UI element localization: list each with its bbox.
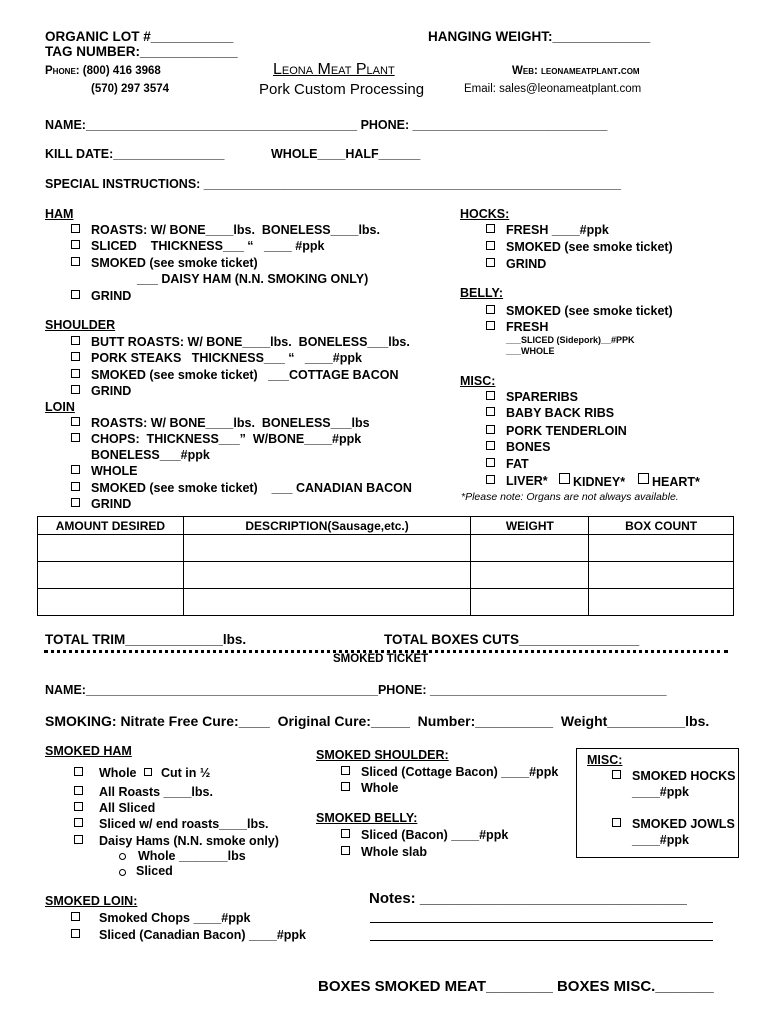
table-row[interactable] — [38, 589, 734, 616]
ham-roasts-label: ROASTS: W/ BONE____lbs. BONELESS____lbs. — [91, 223, 380, 237]
smoked-ham-heading: SMOKED HAM — [45, 744, 132, 758]
hocks-fresh-checkbox[interactable] — [486, 224, 495, 233]
shoulder-heading: SHOULDER — [45, 318, 116, 332]
smoked-canadian-bacon-label: Sliced (Canadian Bacon) ____#ppk — [99, 928, 307, 942]
misc-heading: MISC: — [460, 374, 496, 388]
smoked-chops-checkbox[interactable] — [71, 912, 80, 921]
notes-line[interactable] — [370, 922, 713, 923]
tag-number-field[interactable]: TAG NUMBER:_____________ — [45, 44, 238, 59]
misc-tenderloin-label: PORK TENDERLOIN — [506, 424, 627, 438]
misc-bones-checkbox[interactable] — [486, 441, 495, 450]
name-phone-field[interactable]: NAME:_______________________________________ PHONE: ____________________________ — [45, 118, 608, 132]
smoked-hocks-ppk[interactable]: ____#ppk — [632, 785, 689, 799]
shoulder-steaks-checkbox[interactable] — [71, 352, 80, 361]
misc-liver-label: LIVER* — [506, 474, 548, 488]
phone-secondary: (570) 297 3574 — [91, 83, 170, 95]
shoulder-butt-roasts-label: BUTT ROASTS: W/ BONE____lbs. BONELESS___lbs. — [91, 335, 410, 349]
daisy-whole-label[interactable]: Whole _______lbs — [138, 849, 246, 863]
smoked-misc-heading: MISC: — [587, 753, 623, 767]
belly-fresh-checkbox[interactable] — [486, 321, 495, 330]
smoked-ham-cut-half-checkbox[interactable] — [144, 768, 152, 776]
organic-lot-field[interactable]: ORGANIC LOT #___________ — [45, 29, 234, 44]
website: Web: leonameatplant.com — [512, 65, 640, 77]
belly-fresh-label: FRESH — [506, 320, 549, 334]
daisy-ham-label[interactable]: ___ DAISY HAM (N.N. SMOKING ONLY) — [137, 272, 369, 286]
loin-heading: LOIN — [45, 400, 75, 414]
shoulder-smoked-label: SMOKED (see smoke ticket) ___COTTAGE BACON — [91, 368, 399, 382]
loin-roasts-checkbox[interactable] — [71, 417, 80, 426]
loin-roasts-label: ROASTS: W/ BONE____lbs. BONELESS___lbs — [91, 416, 370, 430]
misc-fat-label: FAT — [506, 457, 529, 471]
table-cell[interactable] — [38, 562, 184, 589]
smoked-ham-all-roasts-label: All Roasts ____lbs. — [99, 785, 213, 799]
shoulder-grind-label: GRIND — [91, 384, 132, 398]
smoked-ham-daisy-label: Daisy Hams (N.N. smoke only) — [99, 834, 279, 848]
total-trim-field[interactable]: TOTAL TRIM_____________lbs. — [45, 632, 247, 647]
smoking-options-field[interactable]: SMOKING: Nitrate Free Cure:____ Original Cure:_____ Number:__________ Weight__________lbs. — [45, 713, 710, 729]
ham-sliced-checkbox[interactable] — [71, 240, 80, 249]
smoked-ham-end-roasts-label: Sliced w/ end roasts____lbs. — [99, 817, 269, 831]
hocks-smoked-checkbox[interactable] — [486, 241, 495, 250]
shoulder-butt-roasts-checkbox[interactable] — [71, 336, 80, 345]
belly-heading: BELLY: — [460, 286, 504, 300]
smoked-ham-end-roasts-checkbox[interactable] — [74, 818, 83, 827]
loin-whole-checkbox[interactable] — [71, 465, 80, 474]
misc-fat-checkbox[interactable] — [486, 458, 495, 467]
kill-date-field[interactable]: KILL DATE:________________ — [45, 147, 225, 161]
table-cell[interactable] — [183, 589, 471, 616]
smoked-jowls-ppk[interactable]: ____#ppk — [632, 833, 689, 847]
ham-sliced-label: SLICED THICKNESS___ “ ____ #ppk — [91, 239, 325, 253]
smoked-hocks-checkbox[interactable] — [612, 770, 621, 779]
organs-note: *Please note: Organs are not always available. — [461, 491, 679, 503]
loin-boneless-label[interactable]: BONELESS___#ppk — [91, 448, 210, 462]
table-row[interactable] — [38, 535, 734, 562]
misc-spareribs-checkbox[interactable] — [486, 391, 495, 400]
loin-whole-label: WHOLE — [91, 464, 138, 478]
smoked-belly-sliced-label: Sliced (Bacon) ____#ppk — [361, 828, 509, 842]
col-description: DESCRIPTION(Sausage,etc.) — [183, 517, 471, 535]
table-cell[interactable] — [471, 562, 589, 589]
hocks-smoked-label: SMOKED (see smoke ticket) — [506, 240, 673, 254]
smoked-ticket-title: SMOKED TICKET — [333, 653, 429, 665]
belly-sliced-option[interactable]: ___SLICED (Sidepork)__#PPK — [506, 335, 635, 345]
col-box-count: BOX COUNT — [589, 517, 734, 535]
table-cell[interactable] — [589, 562, 734, 589]
loin-grind-checkbox[interactable] — [71, 498, 80, 507]
smoked-hocks-label: SMOKED HOCKS — [632, 769, 736, 783]
plant-subtitle: Pork Custom Processing — [259, 81, 425, 98]
email: Email: sales@leonameatplant.com — [464, 83, 642, 95]
hocks-fresh-label: FRESH ____#ppk — [506, 223, 609, 237]
loin-grind-label: GRIND — [91, 497, 132, 511]
hanging-weight-field[interactable]: HANGING WEIGHT:_____________ — [428, 29, 651, 44]
smoked-shoulder-sliced-checkbox[interactable] — [341, 766, 350, 775]
misc-liver-checkbox[interactable] — [486, 475, 495, 484]
table-row[interactable] — [38, 562, 734, 589]
shoulder-smoked-checkbox[interactable] — [71, 369, 80, 378]
hocks-heading: HOCKS: — [460, 207, 510, 221]
smoked-shoulder-whole-label: Whole — [361, 781, 399, 795]
special-instructions-field[interactable]: SPECIAL INSTRUCTIONS: ____________________________________________________________ — [45, 177, 621, 191]
smoked-ham-all-roasts-checkbox[interactable] — [74, 786, 83, 795]
smoked-loin-heading: SMOKED LOIN: — [45, 894, 138, 908]
belly-smoked-label: SMOKED (see smoke ticket) — [506, 304, 673, 318]
misc-babyback-checkbox[interactable] — [486, 407, 495, 416]
ham-roasts-checkbox[interactable] — [71, 224, 80, 233]
bullet-icon — [119, 853, 126, 860]
belly-smoked-checkbox[interactable] — [486, 305, 495, 314]
ham-smoked-checkbox[interactable] — [71, 257, 80, 266]
loin-smoked-label: SMOKED (see smoke ticket) ___ CANADIAN BACON — [91, 481, 412, 495]
ham-heading: HAM — [45, 207, 74, 221]
smoked-ham-all-sliced-checkbox[interactable] — [74, 802, 83, 811]
misc-tenderloin-checkbox[interactable] — [486, 425, 495, 434]
col-amount-desired: AMOUNT DESIRED — [38, 517, 184, 535]
smoked-belly-whole-label: Whole slab — [361, 845, 427, 859]
table-cell[interactable] — [183, 535, 471, 562]
smoked-jowls-checkbox[interactable] — [612, 818, 621, 827]
smoked-chops-label: Smoked Chops ____#ppk — [99, 911, 251, 925]
smoked-shoulder-heading: SMOKED SHOULDER: — [316, 748, 449, 762]
plant-name: Leona Meat Plant — [273, 61, 395, 78]
misc-bones-label: BONES — [506, 440, 551, 454]
smoked-shoulder-sliced-label: Sliced (Cottage Bacon) ____#ppk — [361, 765, 559, 779]
smoked-ham-daisy-checkbox[interactable] — [74, 835, 83, 844]
table-cell[interactable] — [471, 535, 589, 562]
table-cell[interactable] — [183, 562, 471, 589]
smoked-ham-all-sliced-label: All Sliced — [99, 801, 156, 815]
whole-half-field[interactable]: WHOLE____HALF______ — [271, 147, 421, 161]
boxes-totals-field[interactable]: BOXES SMOKED MEAT________ BOXES MISC._______ — [318, 978, 714, 995]
loin-chops-checkbox[interactable] — [71, 433, 80, 442]
hocks-grind-label: GRIND — [506, 257, 547, 271]
smoked-canadian-bacon-checkbox[interactable] — [71, 929, 80, 938]
smoked-name-phone-field[interactable]: NAME:__________________________________________PHONE: __________________________________ — [45, 683, 667, 697]
notes-field[interactable]: Notes: ________________________________ — [369, 890, 687, 907]
smoked-ham-cut-half-label: Cut in ½ — [161, 766, 211, 780]
misc-kidney-label: KIDNEY* — [573, 475, 626, 489]
smoked-belly-sliced-checkbox[interactable] — [341, 829, 350, 838]
misc-heart-label: HEART* — [652, 475, 700, 489]
ham-grind-label: GRIND — [91, 289, 132, 303]
ham-grind-checkbox[interactable] — [71, 290, 80, 299]
table-cell[interactable] — [471, 589, 589, 616]
ham-smoked-label: SMOKED (see smoke ticket) — [91, 256, 258, 270]
smoked-ham-whole-label: Whole — [99, 766, 137, 780]
table-cell[interactable] — [38, 589, 184, 616]
notes-line[interactable] — [370, 940, 713, 941]
table-cell[interactable] — [589, 589, 734, 616]
misc-heart-checkbox[interactable] — [638, 473, 649, 484]
smoked-jowls-label: SMOKED JOWLS — [632, 817, 735, 831]
daisy-sliced-label[interactable]: Sliced — [136, 864, 173, 878]
loin-smoked-checkbox[interactable] — [71, 482, 80, 491]
hocks-grind-checkbox[interactable] — [486, 258, 495, 267]
misc-kidney-checkbox[interactable] — [559, 473, 570, 484]
loin-chops-label: CHOPS: THICKNESS___” W/BONE____#ppk — [91, 432, 362, 446]
smoked-belly-whole-checkbox[interactable] — [341, 846, 350, 855]
smoked-shoulder-whole-checkbox[interactable] — [341, 782, 350, 791]
order-table — [37, 516, 734, 616]
phone-primary: Phone: (800) 416 3968 — [45, 65, 161, 77]
misc-babyback-label: BABY BACK RIBS — [506, 406, 615, 420]
total-boxes-cuts-field[interactable]: TOTAL BOXES CUTS________________ — [384, 632, 640, 647]
bullet-icon — [119, 869, 126, 876]
table-cell[interactable] — [589, 535, 734, 562]
table-cell[interactable] — [38, 535, 184, 562]
col-weight: WEIGHT — [471, 517, 589, 535]
smoked-belly-heading: SMOKED BELLY: — [316, 811, 418, 825]
misc-spareribs-label: SPARERIBS — [506, 390, 579, 404]
shoulder-grind-checkbox[interactable] — [71, 385, 80, 394]
shoulder-steaks-label: PORK STEAKS THICKNESS___ “ ____#ppk — [91, 351, 362, 365]
belly-whole-option[interactable]: ___WHOLE — [506, 346, 555, 356]
smoked-ham-whole-checkbox[interactable] — [74, 767, 83, 776]
